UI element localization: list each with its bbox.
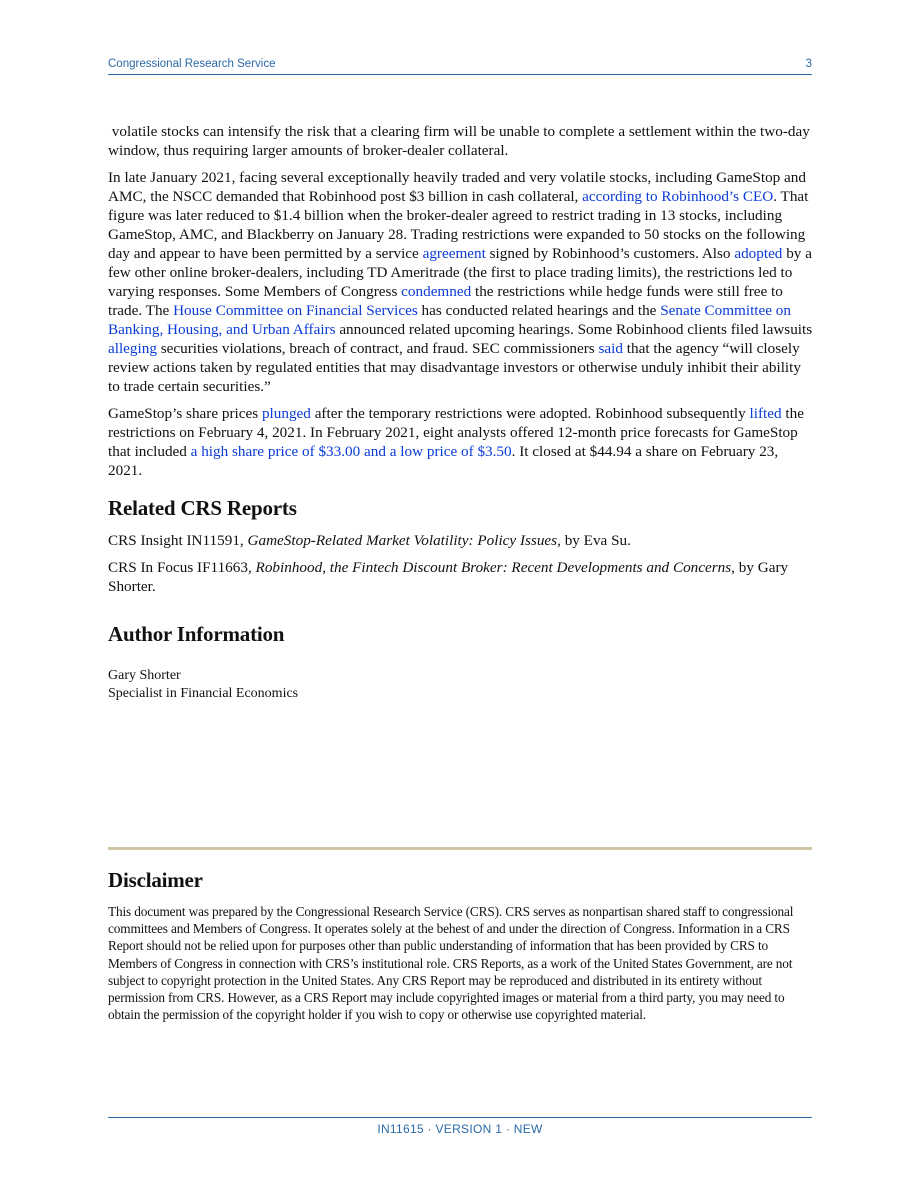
disclaimer-section: [108, 868, 814, 1023]
disclaimer-text: This document was prepared by the Congressional Research Service (CRS). CRS serves as nonpartisan shared staff to congressional committees and Members of Congress. It operates solely at the behest of and under the direction of Congress. Information in a CRS Report should not be relied upon for purposes other than public understanding of information that has been provided by CRS to Members of Congress in connection with CRS’s institutional role. CRS Reports, as a work of the United States Government, are not subject to copyright protection in the United States. Any CRS Report may be reproduced and distributed in its entirety without permission from CRS. However, as a CRS Report may include copyrighted images or material from a third party, you may need to obtain the permission of the copyright holder if you wish to copy or otherwise use copyrighted material.: [108, 904, 794, 1023]
paragraph-3: [108, 404, 814, 480]
related-report-2: [108, 558, 814, 596]
p3-text-3: the restrictions on February 4, 2021. In February 2021, eight analysts offered 12-month price forecasts for GameStop that included: [108, 405, 804, 460]
disclaimer-heading: Disclaimer: [108, 868, 203, 892]
p2-text-5: the restrictions while hedge funds were still free to trade. The: [108, 283, 783, 319]
related-reports-heading: Related CRS Reports: [108, 496, 297, 520]
p2-text-9: that the agency “will closely review actions taken by regulated entities that may disadvantage investors or otherwise unduly inhibit their ability to trade certain securities.”: [108, 340, 801, 395]
link-agreement[interactable]: agreement: [422, 245, 486, 262]
paragraph-2: [108, 168, 814, 396]
author-name: Gary Shorter: [108, 668, 181, 683]
page-header: [108, 56, 812, 75]
footer-id: IN11615 · VERSION 1 · NEW: [377, 1122, 543, 1136]
related-1-title: GameStop-Related Market Volatility: Policy Issues: [247, 532, 558, 549]
p2-text-3: signed by Robinhood’s customers. Also: [485, 245, 735, 262]
p2-text-4: by a few other online broker-dealers, including TD Ameritrade (the first to place trading limits), the restrictions led to varying responses. Some Members of Congress: [108, 245, 812, 300]
related-report-1: [108, 531, 814, 550]
p3-text-1: GameStop’s share prices: [108, 405, 262, 422]
link-alleging[interactable]: alleging: [108, 340, 157, 357]
header-org: Congressional Research Service: [108, 58, 276, 70]
p3-text-4: . It closed at $44.94 a share on February 23, 2021.: [108, 443, 779, 479]
author-block: [108, 667, 814, 703]
link-said[interactable]: said: [598, 340, 623, 357]
p2-text-1: In late January 2021, facing several exceptionally heavily traded and very volatile stocks, including GameStop and AMC, the NSCC demanded that Robinhood post $3 billion in cash collateral,: [108, 169, 806, 205]
document-body: [108, 122, 814, 703]
related-1-suffix: , by Eva Su.: [557, 532, 631, 549]
link-plunged[interactable]: plunged: [261, 405, 311, 422]
link-senate-committee[interactable]: Senate Committee on Banking, Housing, and Urban Affairs: [108, 302, 791, 338]
p3-text-2: after the temporary restrictions were adopted. Robinhood subsequently: [310, 405, 750, 422]
link-house-committee[interactable]: House Committee on Financial Services: [173, 302, 418, 319]
p2-text-6: has conducted related hearings and the: [417, 302, 661, 319]
link-adopted[interactable]: adopted: [734, 245, 783, 262]
paragraph-1: [108, 122, 814, 160]
p2-text-2: . That figure was later reduced to $1.4 billion when the broker-dealer agreed to restrict trading in 13 stocks, including GameStop, AMC, and Blackberry on January 28. Trading restrictions were expanded to 50 stocks on the following day and appear to have been permitted by a service: [108, 188, 809, 262]
link-lifted[interactable]: lifted: [749, 405, 782, 422]
author-heading: Author Information: [108, 622, 285, 646]
related-2-title: Robinhood, the Fintech Discount Broker: Recent Developments and Concerns: [255, 559, 732, 576]
p2-text-8: securities violations, breach of contract, and fraud. SEC commissioners: [156, 340, 599, 357]
page-number: 3: [805, 58, 812, 70]
footer-divider: [108, 1117, 812, 1118]
p2-text-7: announced related upcoming hearings. Some Robinhood clients filed lawsuits: [335, 321, 813, 338]
related-1-prefix: CRS Insight IN11591,: [108, 532, 248, 549]
disclaimer-divider: [108, 847, 812, 850]
link-price-forecast[interactable]: a high share price of $33.00 and a low price of $3.50: [190, 443, 512, 460]
paragraph-1-text: volatile stocks can intensify the risk that a clearing firm will be unable to complete a settlement within the two-day window, thus requiring larger amounts of broker-dealer collateral.: [108, 123, 810, 159]
link-condemned[interactable]: condemned: [401, 283, 472, 300]
related-2-suffix: , by Gary Shorter.: [108, 559, 789, 595]
related-2-prefix: CRS In Focus IF11663,: [108, 559, 256, 576]
link-robinhood-ceo[interactable]: according to Robinhood’s CEO: [582, 188, 774, 205]
author-title: Specialist in Financial Economics: [108, 686, 299, 701]
